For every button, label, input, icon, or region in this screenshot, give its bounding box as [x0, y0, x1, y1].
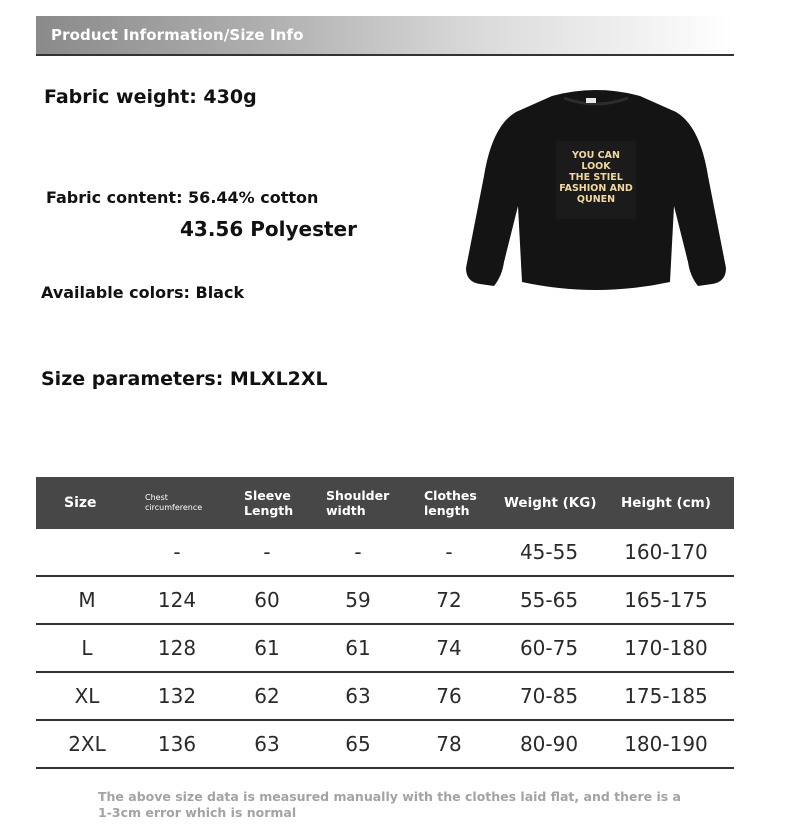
table-cell: XL — [74, 684, 100, 708]
table-cell: 136 — [157, 732, 197, 756]
size-parameters: Size parameters: MLXL2XL — [41, 368, 328, 390]
header-weight: Weight (KG) — [504, 494, 597, 511]
table-cell: - — [354, 540, 362, 564]
neck-label — [586, 98, 596, 103]
header-size: Size — [64, 495, 97, 511]
table-cell: 60 — [254, 588, 280, 612]
table-cell: - — [173, 540, 181, 564]
header-shoulder: Shoulder width — [326, 488, 390, 518]
available-colors: Available colors: Black — [41, 283, 245, 302]
size-table — [36, 477, 734, 769]
table-cell: 63 — [345, 684, 371, 708]
table-cell: M — [78, 588, 96, 612]
table-row — [36, 721, 734, 769]
table-cell: 45-55 — [519, 540, 579, 564]
print-graphic — [556, 141, 636, 219]
fabric-content-polyester: 43.56 Polyester — [180, 217, 357, 241]
table-header — [36, 477, 734, 529]
header-chest: Chest circumference — [145, 493, 203, 512]
table-cell — [56, 529, 118, 575]
table-row — [36, 577, 734, 625]
table-cell: 76 — [436, 684, 462, 708]
table-cell: 80-90 — [519, 732, 579, 756]
print-line: LOOK — [581, 161, 611, 172]
table-cell: 78 — [436, 732, 462, 756]
table-cell: 2XL — [68, 732, 106, 756]
print-line: FASHION AND — [559, 183, 633, 194]
table-cell: 128 — [157, 636, 197, 660]
table-cell: 165-175 — [624, 588, 708, 612]
table-cell: 65 — [345, 732, 371, 756]
table-cell: 61 — [345, 636, 371, 660]
header-sleeve: Sleeve Length — [244, 488, 294, 518]
table-cell: 63 — [254, 732, 280, 756]
section-header — [36, 16, 734, 56]
table-cell: 55-65 — [519, 588, 579, 612]
table-cell: 61 — [254, 636, 280, 660]
section-title: Product Information/Size Info — [51, 26, 304, 44]
table-cell: 70-85 — [519, 684, 579, 708]
table-row — [36, 673, 734, 721]
print-line: YOU CAN — [572, 150, 620, 161]
table-row — [36, 625, 734, 673]
table-cell: 62 — [254, 684, 280, 708]
table-cell: 74 — [436, 636, 462, 660]
table-cell: 160-170 — [624, 540, 708, 564]
table-cell: 72 — [436, 588, 462, 612]
table-cell: 170-180 — [624, 636, 708, 660]
table-row — [36, 529, 734, 577]
table-cell: 175-185 — [624, 684, 708, 708]
table-cell: - — [445, 540, 453, 564]
table-cell: 132 — [157, 684, 197, 708]
header-clothes-length: Clothes length — [424, 488, 477, 518]
table-cell: 59 — [345, 588, 371, 612]
table-cell: 60-75 — [519, 636, 579, 660]
sweatshirt-image — [464, 86, 728, 296]
table-cell: L — [81, 636, 93, 660]
fabric-weight: Fabric weight: 430g — [44, 86, 257, 108]
header-height: Height (cm) — [621, 494, 711, 511]
table-cell: 180-190 — [624, 732, 708, 756]
print-line: QUNEN — [576, 194, 616, 205]
fabric-content: Fabric content: 56.44% cotton — [46, 188, 319, 207]
measurement-note: The above size data is measured manually with the clothes laid flat, and there is a 1-3cm error which is normal — [98, 789, 681, 820]
table-cell: - — [263, 540, 271, 564]
print-line: THE STIEL — [569, 172, 623, 183]
table-cell: 124 — [157, 588, 197, 612]
table-body — [36, 529, 734, 769]
